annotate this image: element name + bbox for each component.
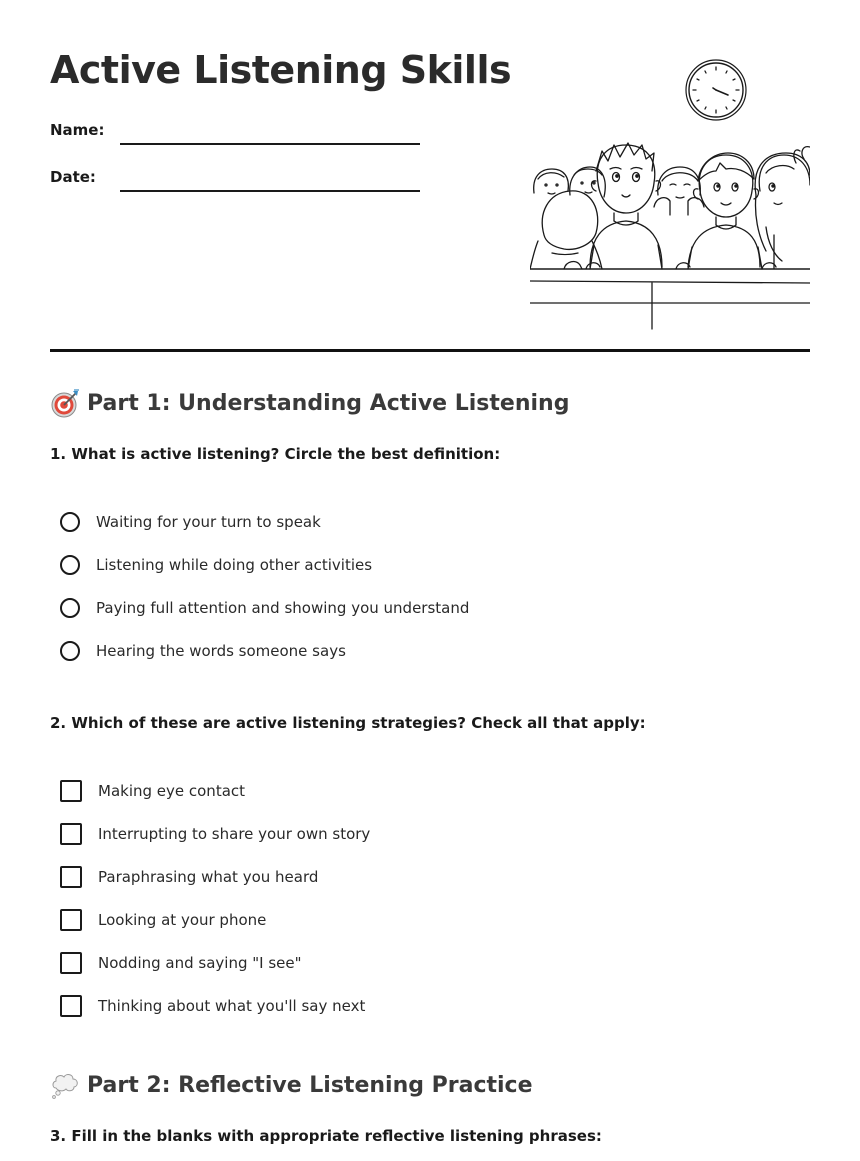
part1-heading-text: Part 1: Understanding Active Listening	[87, 390, 570, 416]
checkbox[interactable]	[60, 866, 82, 888]
hands-on-desk	[564, 262, 776, 269]
checkbox[interactable]	[60, 952, 82, 974]
checkbox[interactable]	[60, 995, 82, 1017]
checkbox[interactable]	[60, 780, 82, 802]
q1-option[interactable]	[60, 510, 321, 534]
q2-option[interactable]	[60, 908, 266, 932]
radio-circle[interactable]	[60, 641, 80, 661]
q2-option[interactable]	[60, 865, 318, 889]
target-dart-icon	[50, 388, 80, 418]
part2-heading	[50, 1070, 533, 1100]
option-label: Making eye contact	[98, 782, 246, 800]
part2-heading-text: Part 2: Reflective Listening Practice	[87, 1072, 533, 1098]
q2-option[interactable]	[60, 779, 245, 803]
name-field[interactable]	[120, 143, 420, 145]
child-long-hair	[755, 153, 810, 269]
q2-option[interactable]	[60, 822, 370, 846]
question-2-prompt: 2. Which of these are active listening strategies? Check all that apply:	[50, 714, 646, 732]
option-label: Listening while doing other activities	[96, 556, 373, 574]
worksheet-page	[50, 0, 810, 1161]
page-title: Active Listening Skills	[50, 48, 512, 92]
option-label: Paraphrasing what you heard	[98, 868, 319, 886]
option-label: Interrupting to share your own story	[98, 825, 371, 843]
option-label: Paying full attention and showing you understand	[96, 599, 470, 617]
q1-option[interactable]	[60, 639, 346, 663]
question-3-prompt: 3. Fill in the blanks with appropriate reflective listening phrases:	[50, 1127, 602, 1145]
option-label: Hearing the words someone says	[96, 642, 346, 660]
q1-option[interactable]	[60, 553, 372, 577]
child-spiky-hair	[590, 143, 662, 269]
question-1-prompt: 1. What is active listening? Circle the best definition:	[50, 445, 501, 463]
header-divider	[50, 349, 810, 352]
thought-bubble-icon	[50, 1070, 80, 1100]
q2-option[interactable]	[60, 951, 302, 975]
date-label: Date:	[50, 168, 96, 186]
q2-option[interactable]	[60, 994, 365, 1018]
radio-circle[interactable]	[60, 555, 80, 575]
q1-option[interactable]	[60, 596, 469, 620]
part1-heading	[50, 388, 569, 418]
child-back-head	[530, 191, 602, 269]
option-label: Thinking about what you'll say next	[98, 997, 366, 1015]
date-field[interactable]	[120, 190, 420, 192]
checkbox[interactable]	[60, 823, 82, 845]
radio-circle[interactable]	[60, 598, 80, 618]
checkbox[interactable]	[60, 909, 82, 931]
option-label: Looking at your phone	[98, 911, 267, 929]
radio-circle[interactable]	[60, 512, 80, 532]
children-listening-illustration	[530, 55, 810, 335]
wall-clock-icon	[686, 60, 746, 120]
child-short-hair	[688, 153, 762, 269]
desk	[530, 269, 810, 329]
name-label: Name:	[50, 121, 105, 139]
option-label: Waiting for your turn to speak	[96, 513, 321, 531]
option-label: Nodding and saying "I see"	[98, 954, 302, 972]
